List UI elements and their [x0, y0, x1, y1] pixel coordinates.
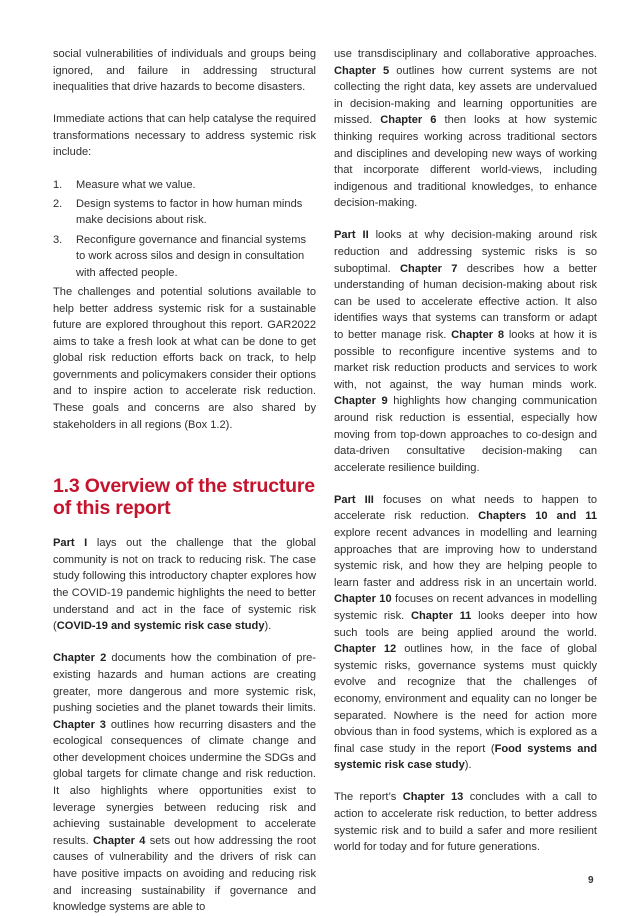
text-run: outlines how recurring disasters and the ecological consequences of climate change and other development choices undermine the SDGs and global targets for climate change and risk reduction. It also highlights where opportunities exist to leverage synergies between reducing risk and achieving sustainable development to accelerate results.: [53, 718, 316, 847]
text-run: The challenges and potential solutions available to help better address systemic risk for a sustainable future are explored throughout this report. GAR2022 aims to take a fresh look at what can be done to get global risk reduction efforts back on track, to help governments and policymakers consider their options and to inspire action to accelerate risk reduction. These goals and concerns are also shared by stakeholders in all regions (Box 1.2).: [53, 285, 316, 431]
list-text: Reconfigure governance and financial systems to work across silos and design in consultation with affected people.: [76, 233, 307, 279]
bold-reference: Part III: [334, 493, 374, 506]
text-run: focuses on what needs to happen to accelerate risk reduction.: [334, 493, 597, 523]
text-run: describes how a better understanding of human decision-making about risk can be used to accelerate effective action. It also identifies ways that systems can transform or adapt to better manage risk.: [334, 262, 597, 341]
text-run: ).: [264, 620, 272, 633]
section-heading: 1.3 Overview of the structure of this report: [53, 475, 315, 520]
text-run: outlines how current systems are not collecting the right data, key assets are undervalued in decision-making and learning opportunities are missed.: [334, 64, 598, 127]
bold-reference: Chapter 11: [410, 610, 472, 622]
structure-paragraphs-continued: [334, 46, 597, 856]
paragraph: [53, 46, 316, 96]
list-item: [53, 177, 316, 194]
text-run: social vulnerabilities of individuals and groups being ignored, and failure in addressing structural inequalities that drive hazards to become disasters.: [53, 48, 316, 94]
paragraph: [334, 227, 597, 476]
challenges-paragraph: [53, 284, 316, 433]
text-run: looks deeper into how such tools are being applied around the world.: [334, 610, 597, 639]
text-run: explore recent advances in modelling and learning approaches that are improving how to understand systemic risk, and how they are helping people to learn faster and address risk in an uncertain world.: [334, 527, 597, 589]
bold-reference: Chapter 3: [53, 718, 106, 731]
bold-reference: Chapter 6: [380, 114, 437, 127]
page-number: 9: [588, 875, 594, 886]
list-item: [53, 232, 316, 282]
list-text: Design systems to factor in how human minds make decisions about risk.: [76, 197, 303, 227]
list-number: 3.: [53, 233, 63, 246]
bold-reference: Chapter 2: [53, 652, 107, 665]
intro-paragraphs: [53, 46, 316, 161]
paragraph: [53, 284, 316, 433]
paragraph: [53, 650, 316, 916]
paragraph: [334, 492, 597, 774]
bold-reference: Chapter 4: [93, 834, 146, 847]
bold-reference: Food systems and systemic risk case study: [334, 742, 597, 772]
text-run: outlines how, in the face of global systemic risks, governance systems must quickly evolve and recognize that the challenges of economy, environment and equality can no longer be separated. Nowhere is the need for action more obvious than in food systems, which is explored as a final case study in the report (: [334, 643, 597, 755]
text-run: lays out the challenge that the global community is not on track to reducing risk. The case study following this introductory chapter explores how the COVID-19 pandemic highlights the need to better understand and act in the face of systemic risk (: [53, 537, 316, 633]
paragraph: [334, 789, 597, 855]
bold-reference: Chapter 13: [402, 791, 464, 804]
bold-reference: Chapter 7: [400, 262, 458, 275]
text-run: focuses on recent advances in modelling systemic risk.: [334, 593, 597, 622]
structure-paragraphs: [53, 535, 316, 916]
action-list: [53, 177, 316, 282]
text-run: then looks at how systemic thinking requires working across traditional sectors and disciplines and developing new ways of working that incorporate different world-views, including indigenous and traditional knowledges, to enhance decision-making.: [334, 114, 598, 210]
bold-reference: Part I: [53, 537, 88, 550]
text-run: The report’s: [334, 791, 403, 804]
text-run: Immediate actions that can help catalyse the required transformations necessary to address systemic risk include:: [53, 113, 316, 159]
list-number: 2.: [53, 197, 63, 210]
paragraph: [53, 111, 316, 161]
list-number: 1.: [53, 178, 63, 191]
text-run: documents how the combination of pre-existing hazards and human actions are creating greater, more dangerous and more systemic risk, pushing societies and the planet towards their limits.: [53, 652, 316, 715]
bold-reference: COVID-19 and systemic risk case study: [56, 620, 265, 633]
text-run: sets out how addressing the root causes of vulnerability and the drivers of risk can have positive impacts on avoiding and reducing risk and increasing sustainability if governance and knowledge systems are able to: [53, 834, 317, 914]
bold-reference: Chapter 9: [334, 395, 388, 408]
paragraph: [334, 46, 597, 212]
list-item: [53, 196, 316, 229]
paragraph: [53, 535, 316, 635]
bold-reference: Chapters 10 and 11: [478, 510, 597, 523]
text-run: concludes with a call to action to accelerate risk reduction, to better address systemic risk and to build a safer and more resilient world for today and for future generations.: [334, 791, 597, 854]
left-column: [53, 46, 316, 916]
bold-reference: Part II: [334, 229, 369, 242]
bold-reference: Chapter 12: [334, 643, 397, 656]
text-run: ).: [464, 759, 472, 772]
bold-reference: Chapter 10: [334, 593, 392, 606]
text-run: looks at why decision-making around risk reduction and addressing systemic risks is so suboptimal.: [334, 229, 598, 275]
right-column: [334, 46, 597, 871]
text-run: use transdisciplinary and collaborative approaches.: [334, 48, 597, 60]
bold-reference: Chapter 8: [451, 329, 505, 341]
list-text: Measure what we value.: [76, 178, 196, 191]
bold-reference: Chapter 5: [334, 64, 390, 77]
text-run: highlights how changing communication around risk reduction is essential, especially how moving from top-down approaches to co-design and data-driven consultative decision-making can accelerate resilience building.: [334, 395, 597, 474]
text-run: looks at how it is possible to reconfigure incentive systems and to market risk reduction products and services to work with, not against, the way human minds work.: [334, 329, 598, 391]
